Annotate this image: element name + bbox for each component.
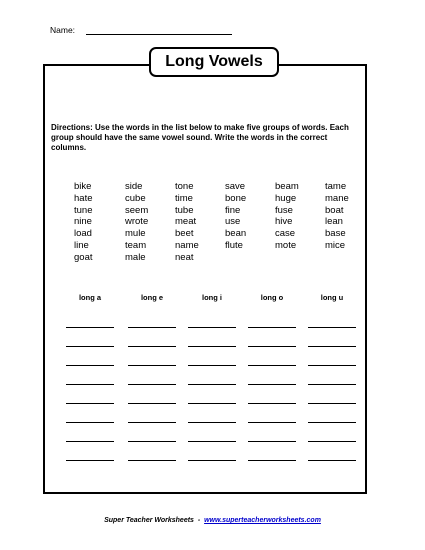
answer-blank[interactable] — [188, 460, 236, 461]
answer-blank[interactable] — [66, 384, 114, 385]
word-bank-word: mule — [125, 228, 146, 240]
answer-blank[interactable] — [66, 422, 114, 423]
answer-blank[interactable] — [308, 403, 356, 404]
word-bank-word: case — [275, 228, 296, 240]
answer-blank[interactable] — [248, 365, 296, 366]
answer-blank[interactable] — [248, 346, 296, 347]
word-bank-word: beam — [275, 181, 299, 192]
word-bank-word: use — [225, 216, 241, 228]
answer-blank[interactable] — [128, 460, 176, 461]
answer-blank[interactable] — [66, 441, 114, 442]
answer-blank[interactable] — [66, 327, 114, 328]
answer-blank[interactable] — [308, 365, 356, 366]
word-bank-word: flute — [225, 240, 243, 251]
answer-blank[interactable] — [128, 327, 176, 328]
word-bank-word: seem — [125, 204, 149, 216]
word-bank-word: fuse — [275, 204, 293, 216]
column-header: long i — [202, 293, 222, 302]
answer-blank[interactable] — [128, 346, 176, 347]
word-bank-word: hive — [275, 216, 293, 228]
answer-blank[interactable] — [188, 422, 236, 423]
answer-blank[interactable] — [308, 327, 356, 328]
answer-blank[interactable] — [308, 460, 356, 461]
answer-blank[interactable] — [248, 384, 296, 385]
directions-text: Directions: Use the words in the list below to make five groups of words. Each group should have the same vowel sound. Write the words in the correct columns. — [51, 123, 349, 152]
footer-site-name: Super Teacher Worksheets — [104, 517, 194, 524]
column-header: long o — [260, 293, 284, 302]
word-bank-word: mote — [275, 240, 297, 251]
answer-blank[interactable] — [66, 460, 114, 461]
word-bank-word: wrote — [125, 216, 149, 228]
answer-blank[interactable] — [308, 441, 356, 442]
word-bank-word: hate — [74, 192, 93, 204]
word-bank-word: mice — [325, 240, 346, 251]
word-bank-word: load — [74, 228, 92, 240]
answer-blank[interactable] — [66, 365, 114, 366]
word-bank-word: male — [125, 251, 146, 263]
answer-blank[interactable] — [188, 403, 236, 404]
answer-blank[interactable] — [248, 327, 296, 328]
footer — [0, 517, 425, 524]
word-bank-word: meat — [175, 216, 197, 228]
answer-blank[interactable] — [66, 346, 114, 347]
answer-blank[interactable] — [188, 365, 236, 366]
word-bank-word: side — [125, 181, 143, 192]
name-label: Name: — [50, 25, 76, 35]
name-line[interactable] — [86, 34, 232, 35]
answer-blank[interactable] — [248, 422, 296, 423]
answer-blank[interactable] — [128, 403, 176, 404]
word-bank-word: bean — [225, 228, 247, 240]
word-bank-word: nine — [74, 216, 92, 228]
word-bank-word: neat — [175, 251, 194, 263]
column-header: long a — [78, 293, 102, 302]
word-bank-word: tone — [175, 181, 194, 192]
column-header: long u — [320, 293, 344, 302]
word-bank-word: team — [125, 240, 147, 251]
word-bank-word: line — [74, 240, 89, 251]
word-bank-word: base — [325, 228, 346, 240]
word-bank-word: name — [175, 240, 199, 251]
answer-blank[interactable] — [128, 384, 176, 385]
answer-blank[interactable] — [248, 460, 296, 461]
answer-blank[interactable] — [308, 422, 356, 423]
word-bank-word: goat — [74, 251, 93, 263]
answer-blank[interactable] — [248, 441, 296, 442]
word-bank-word: tube — [175, 204, 194, 216]
footer-separator: - — [197, 517, 201, 524]
word-bank-word: fine — [225, 204, 241, 216]
word-bank-word: cube — [125, 192, 146, 204]
answer-blank[interactable] — [248, 403, 296, 404]
word-bank-word: tame — [325, 181, 347, 192]
word-bank-word: boat — [325, 204, 344, 216]
answer-blank[interactable] — [308, 384, 356, 385]
word-bank-word: mane — [325, 192, 349, 204]
word-bank-word: bike — [74, 181, 92, 192]
answer-blank[interactable] — [128, 365, 176, 366]
answer-blank[interactable] — [66, 403, 114, 404]
column-header: long e — [140, 293, 164, 302]
answer-blank[interactable] — [188, 441, 236, 442]
footer-url-link[interactable]: www.superteacherworksheets.com — [204, 517, 321, 524]
word-bank-word: time — [175, 192, 193, 204]
worksheet-title: Long Vowels — [149, 47, 279, 77]
word-bank-word: tune — [74, 204, 93, 216]
word-bank-word: save — [225, 181, 246, 192]
answer-blank[interactable] — [128, 422, 176, 423]
word-bank-word: bone — [225, 192, 247, 204]
answer-blank[interactable] — [128, 441, 176, 442]
word-bank-word: beet — [175, 228, 194, 240]
answer-blank[interactable] — [188, 327, 236, 328]
answer-blank[interactable] — [188, 346, 236, 347]
word-bank-word: huge — [275, 192, 297, 204]
answer-blank[interactable] — [188, 384, 236, 385]
word-bank-word: lean — [325, 216, 343, 228]
answer-blank[interactable] — [308, 346, 356, 347]
